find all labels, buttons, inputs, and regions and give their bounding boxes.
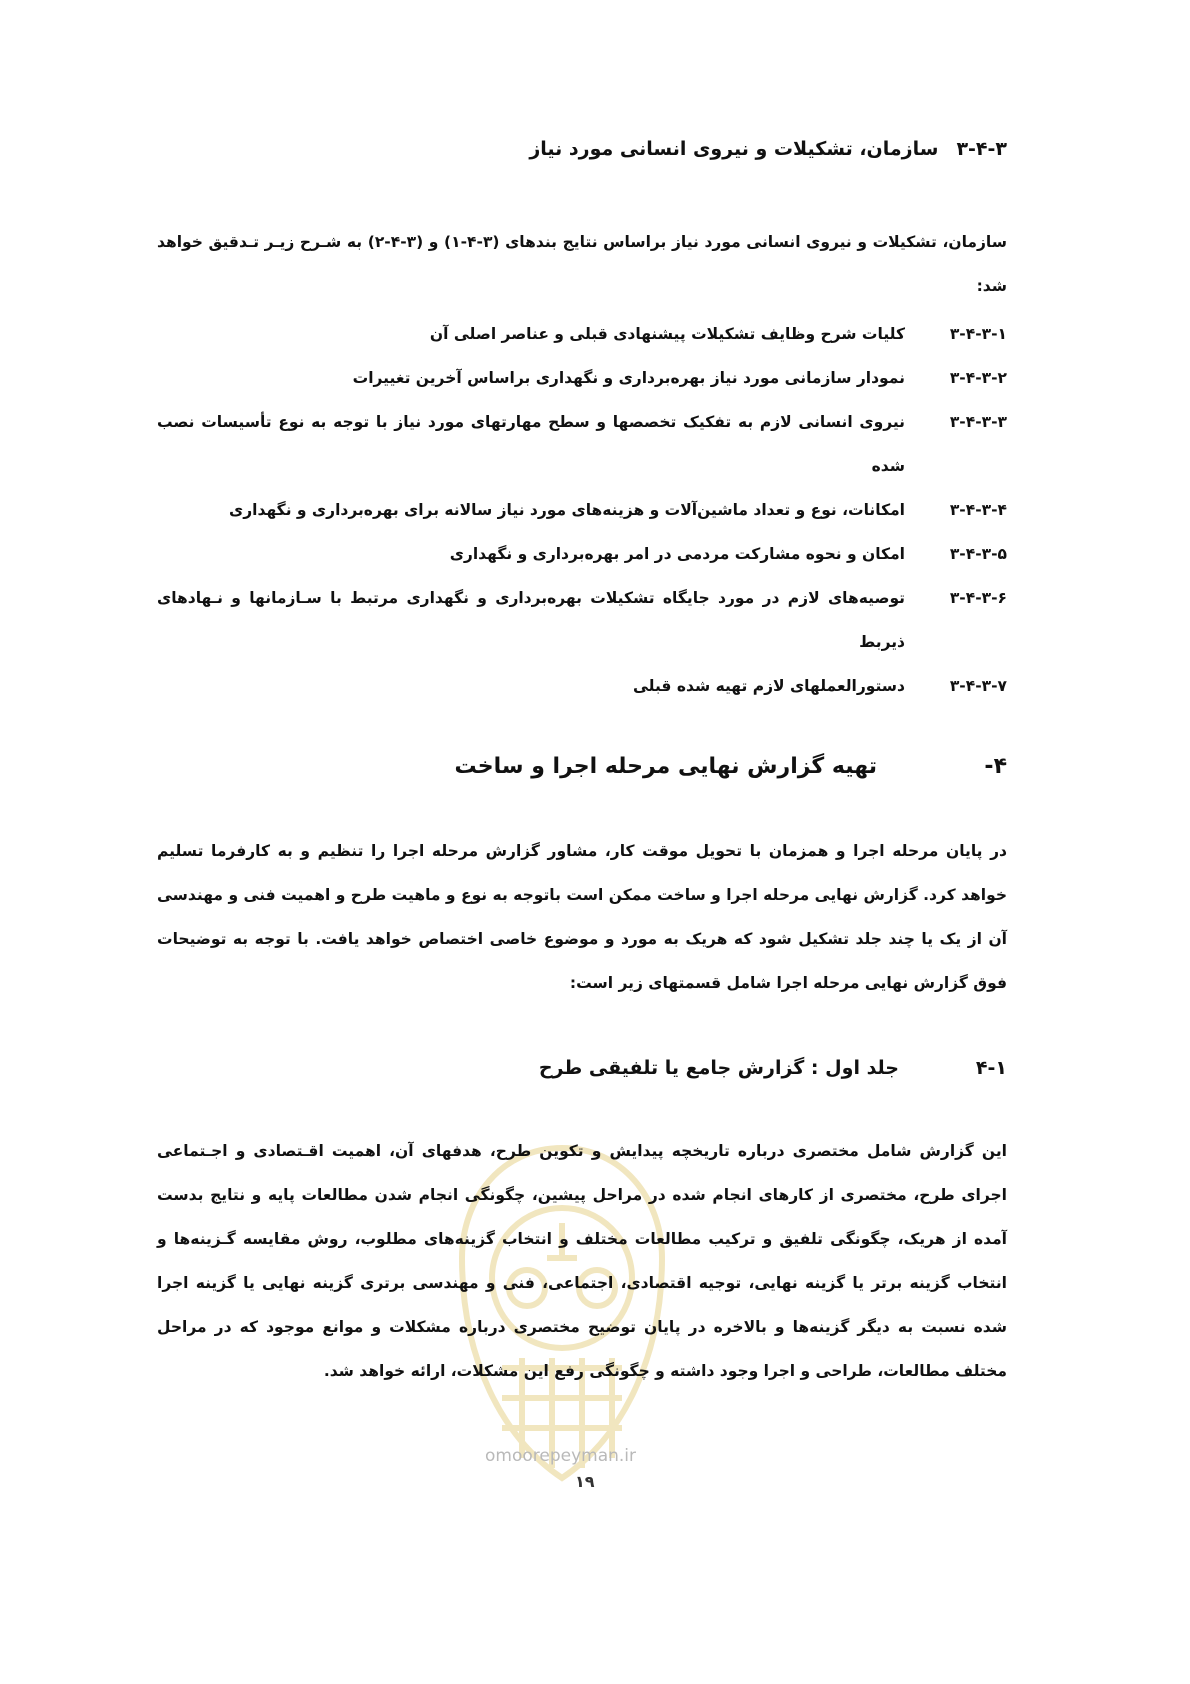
list-item-number: ۳-۴-۳-۱ xyxy=(949,325,1007,343)
list-item xyxy=(157,400,1007,488)
section-4-1-heading xyxy=(157,1057,1007,1079)
section-4-1-body: این گزارش شامل مختصری درباره تاریخچه پیدایش و تکوین طرح، هدفهای آن، اهمیت اقـتصادی و اجـتماعی اجرای طرح، مختصری از کارهای انجام شده در مراحل پیشین، چگونگی انجام شدن مطالعات پایه و نتایج بدست آمده از هریک، چگونگی تلفیق و ترکیب مطالعات مختلف و انتخاب گزینه‌های مطلوب، روش مقایسه گـزینه‌ها و انتخاب گزینه برتر یا گزینه نهایی، توجیه اقتصادی، اجتماعی، فنی و مهندسی برتری گزینه نهایی یا گزینه اجرا شده نسبت به دیگر گزینه‌ها و بالاخره در پایان توضیح مختصری درباره مشکلات و موانع موجود که در مراحل مختلف مطالعات، طراحی و اجرا وجود داشته و چگونگی رفع این مشکلات، ارائه خواهد شد. xyxy=(157,1142,1007,1380)
list-item-number: ۳-۴-۳-۵ xyxy=(949,545,1007,563)
list-item-text: دستورالعملهای لازم تهیه شده قبلی xyxy=(632,677,905,695)
list-item-text: امکان و نحوه مشارکت مردمی در امر بهره‌برداری و نگهداری xyxy=(449,545,905,563)
section-3-4-3-intro: سازمان، تشکیلات و نیروی انسانی مورد نیاز براساس نتایج بندهای (۳-۴-۱) و (۳-۴-۲) به شـرح زیـر تـدقیق خواهد شد: xyxy=(157,233,1007,295)
list-item-text: نمودار سازمانی مورد نیاز بهره‌برداری و نگهداری براساس آخرین تغییرات xyxy=(352,369,905,387)
section-title: تهیه گزارش نهایی مرحله اجرا و ساخت xyxy=(454,754,877,779)
list-item xyxy=(157,664,1007,708)
page-number: ۱۹ xyxy=(575,1472,595,1491)
list-item-text: امکانات، نوع و تعداد ماشین‌آلات و هزینه‌های مورد نیاز سالانه برای بهره‌برداری و نگهداری xyxy=(229,501,905,519)
section-title: سازمان، تشکیلات و نیروی انسانی مورد نیاز xyxy=(529,138,939,160)
list-item-number: ۳-۴-۳-۴ xyxy=(949,501,1007,519)
list-item xyxy=(157,576,1007,664)
section-4-body: در پایان مرحله اجرا و همزمان با تحویل موقت کار، مشاور گزارش مرحله اجرا را تنظیم و به کارفرما تسلیم خواهد کرد. گزارش نهایی مرحله اجرا و ساخت ممکن است باتوجه به نوع و ماهیت طرح و اهمیت فنی و مهندسی آن از یک یا چند جلد تشکیل شود که هریک به مورد و موضوع خاصی اختصاص خواهد یافت. با توجه به توضیحات فوق گزارش نهایی مرحله اجرا شامل قسمتهای زیر است: xyxy=(157,842,1007,992)
section-title: جلد اول : گزارش جامع یا تلفیقی طرح xyxy=(538,1057,899,1079)
list-item-number: ۳-۴-۳-۶ xyxy=(949,589,1007,607)
list-item xyxy=(157,532,1007,576)
section-4-heading xyxy=(157,754,1007,779)
section-3-4-3-list xyxy=(157,312,1007,708)
section-3-4-3-heading xyxy=(157,138,1007,160)
list-item-text: توصیه‌های لازم در مورد جایگاه تشکیلات بهره‌برداری و نگهداری مرتبط با سـازمانها و نـهادهای ذیربط xyxy=(157,589,905,651)
list-item-number: ۳-۴-۳-۷ xyxy=(949,677,1007,695)
list-item-number: ۳-۴-۳-۳ xyxy=(949,413,1007,431)
section-number: ۳-۴-۳ xyxy=(956,138,1007,160)
list-item-number: ۳-۴-۳-۲ xyxy=(949,369,1007,387)
page-content xyxy=(157,138,1007,1393)
list-item xyxy=(157,488,1007,532)
section-number: ۴- xyxy=(984,754,1007,779)
list-item-text: کلیات شرح وظایف تشکیلات پیشنهادی قبلی و عناصر اصلی آن xyxy=(429,325,905,343)
list-item xyxy=(157,312,1007,356)
list-item xyxy=(157,356,1007,400)
watermark-url: omoorepeyman.ir xyxy=(485,1446,637,1466)
section-number: ۴-۱ xyxy=(975,1057,1007,1079)
list-item-text: نیروی انسانی لازم به تفکیک تخصصها و سطح مهارتهای مورد نیاز با توجه به نوع تأسیسات نصب شده xyxy=(157,413,905,475)
